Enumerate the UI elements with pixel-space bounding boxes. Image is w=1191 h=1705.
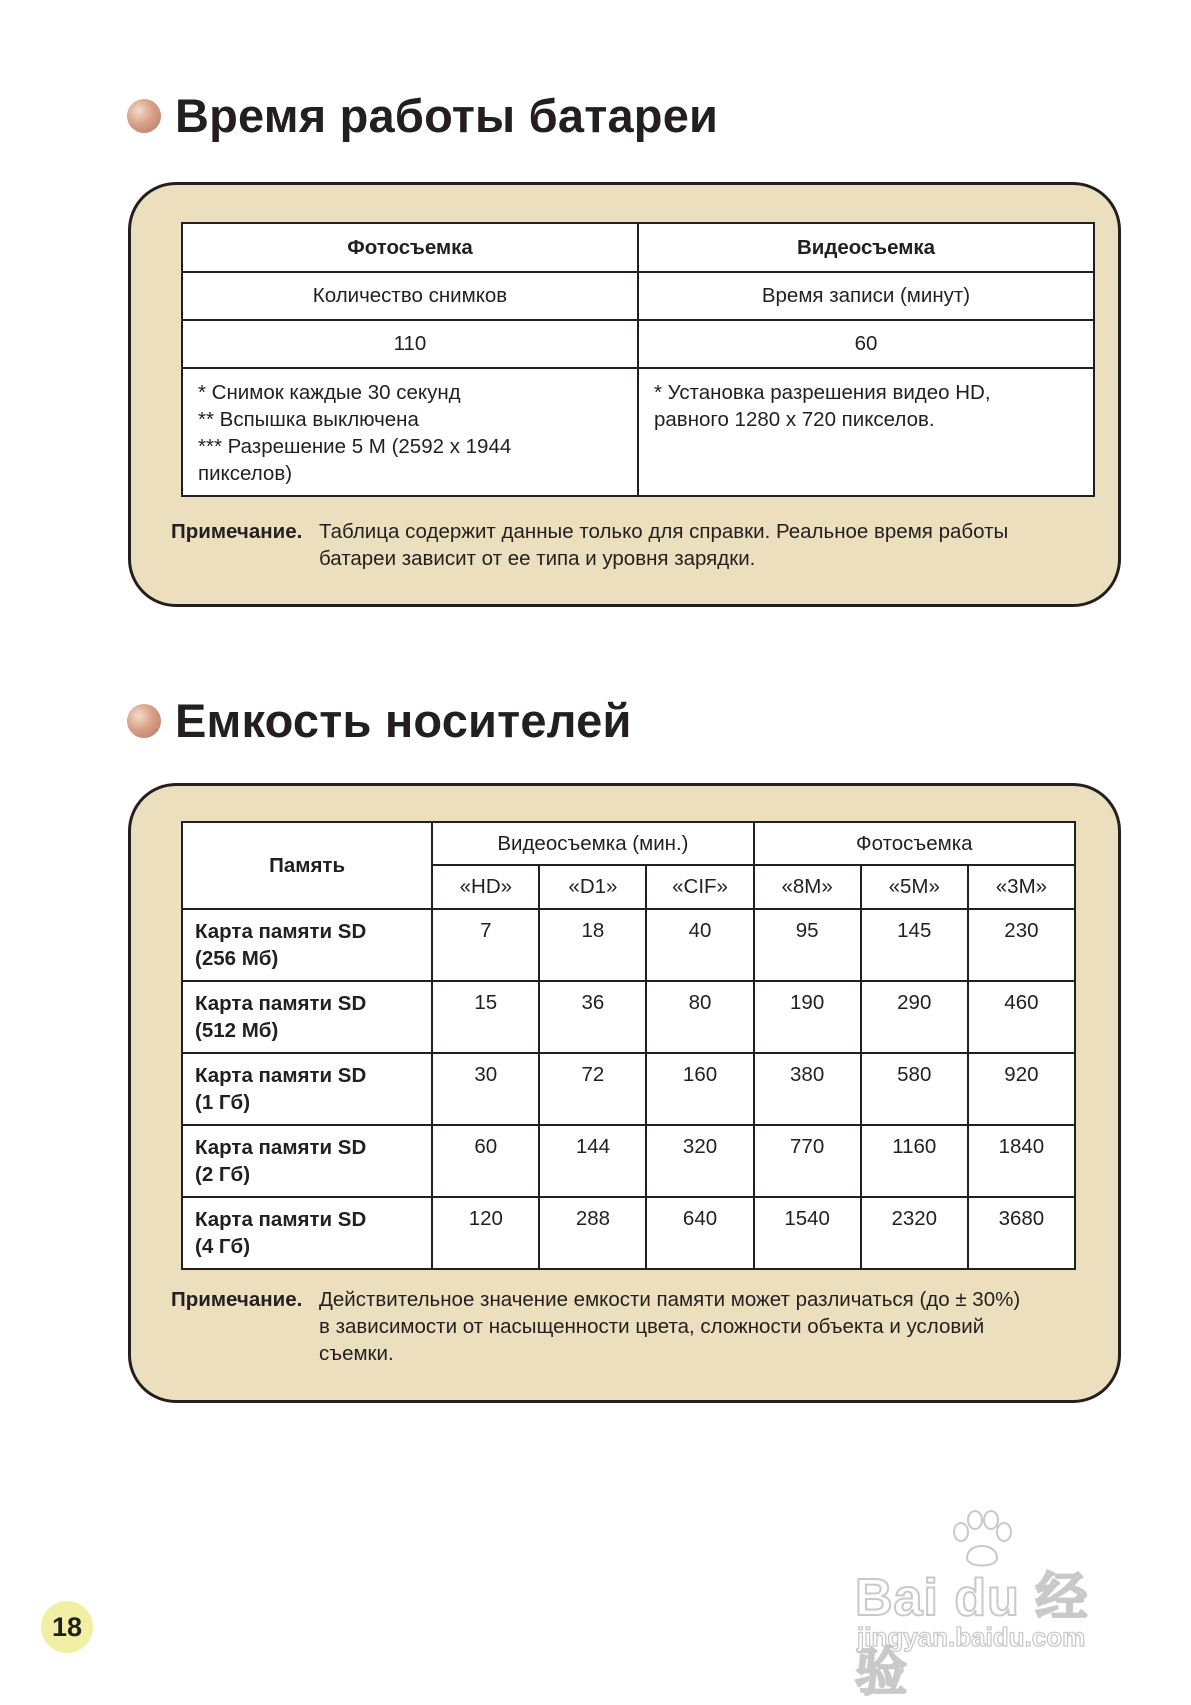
remark-line: съемки.	[319, 1342, 394, 1365]
video-note-line: равного 1280 x 720 пикселов.	[654, 408, 935, 431]
row-label	[182, 1197, 432, 1269]
table-cell: 145	[861, 909, 968, 981]
capacity-table	[181, 821, 1076, 1270]
table-row	[182, 1197, 1075, 1269]
remark-line: батареи зависит от ее типа и уровня зарядки.	[319, 547, 756, 570]
photo-note-line: ** Вспышка выключена	[198, 408, 419, 431]
table-cell: 288	[539, 1197, 646, 1269]
table-cell: 230	[968, 909, 1075, 981]
column-header: «D1»	[539, 865, 646, 909]
table-cell: 460	[968, 981, 1075, 1053]
table-cell: 190	[754, 981, 861, 1053]
video-subheader: Время записи (минут)	[638, 272, 1094, 320]
video-group-header: Видеосъемка (мин.)	[432, 822, 753, 865]
video-notes	[638, 368, 1094, 496]
photo-note-line: * Снимок каждые 30 секунд	[198, 381, 461, 404]
table-cell: 920	[968, 1053, 1075, 1125]
remark-body	[319, 1286, 1020, 1367]
table-cell: 120	[432, 1197, 539, 1269]
capacity-title: Емкость носителей	[175, 694, 632, 747]
table-row	[182, 909, 1075, 981]
table-cell: 7	[432, 909, 539, 981]
table-cell: 320	[646, 1125, 753, 1197]
row-label-line: (1 Гб)	[195, 1091, 251, 1114]
table-cell: 1840	[968, 1125, 1075, 1197]
battery-table	[181, 222, 1095, 497]
battery-heading	[127, 88, 718, 143]
table-cell: 1540	[754, 1197, 861, 1269]
watermark-url: jingyan.baidu.com	[857, 1622, 1086, 1652]
column-header: «8M»	[754, 865, 861, 909]
row-label-line: Карта памяти SD	[195, 992, 367, 1015]
table-cell: 770	[754, 1125, 861, 1197]
remark-label: Примечание.	[171, 520, 303, 543]
table-cell: 290	[861, 981, 968, 1053]
memory-header: Память	[182, 822, 432, 909]
row-label-line: (256 Мб)	[195, 947, 279, 970]
table-cell: 80	[646, 981, 753, 1053]
table-cell: 144	[539, 1125, 646, 1197]
row-label-line: Карта памяти SD	[195, 1208, 367, 1231]
table-cell: 640	[646, 1197, 753, 1269]
battery-title: Время работы батареи	[175, 89, 719, 142]
row-label-line: (512 Мб)	[195, 1019, 279, 1042]
battery-panel	[128, 182, 1121, 607]
video-note-line: * Установка разрешения видео HD,	[654, 381, 991, 404]
table-cell: 3680	[968, 1197, 1075, 1269]
table-cell: 72	[539, 1053, 646, 1125]
table-cell: 1160	[861, 1125, 968, 1197]
column-header: «5M»	[861, 865, 968, 909]
photo-note-line: пикселов)	[198, 462, 293, 485]
capacity-remark	[171, 1286, 1101, 1371]
column-header: «3M»	[968, 865, 1075, 909]
table-cell: 40	[646, 909, 753, 981]
bullet-icon	[127, 99, 161, 133]
photo-value: 110	[182, 320, 638, 368]
row-label	[182, 1125, 432, 1197]
table-cell: 30	[432, 1053, 539, 1125]
remark-body	[319, 518, 1008, 572]
row-label-line: (4 Гб)	[195, 1235, 251, 1258]
remark-line: в зависимости от насыщенности цвета, сложности объекта и условий	[319, 1315, 985, 1338]
table-row	[182, 1053, 1075, 1125]
bullet-icon	[127, 704, 161, 738]
table-cell: 18	[539, 909, 646, 981]
row-label	[182, 909, 432, 981]
photo-note-line: *** Разрешение 5 М (2592 x 1944	[198, 435, 512, 458]
row-label-line: (2 Гб)	[195, 1163, 251, 1186]
table-row	[182, 1125, 1075, 1197]
column-header: «HD»	[432, 865, 539, 909]
video-header: Видеосъемка	[638, 223, 1094, 272]
capacity-heading	[127, 693, 632, 748]
table-cell: 15	[432, 981, 539, 1053]
table-cell: 580	[861, 1053, 968, 1125]
video-value: 60	[638, 320, 1094, 368]
remark-line: Действительное значение емкости памяти может различаться (до ± 30%)	[319, 1288, 1021, 1311]
watermark-brand: Bai du 经验	[855, 1569, 1089, 1702]
row-label	[182, 981, 432, 1053]
table-cell: 2320	[861, 1197, 968, 1269]
table-cell: 60	[432, 1125, 539, 1197]
row-label-line: Карта памяти SD	[195, 1064, 367, 1087]
remark-line: Таблица содержит данные только для справки. Реальное время работы	[319, 520, 1009, 543]
column-header: «CIF»	[646, 865, 753, 909]
row-label	[182, 1053, 432, 1125]
remark-label: Примечание.	[171, 1288, 303, 1311]
photo-notes	[182, 368, 638, 496]
table-cell: 36	[539, 981, 646, 1053]
row-label-line: Карта памяти SD	[195, 920, 367, 943]
table-cell: 95	[754, 909, 861, 981]
page-number: 18	[41, 1601, 93, 1653]
photo-header: Фотосъемка	[182, 223, 638, 272]
capacity-panel	[128, 783, 1121, 1403]
row-label-line: Карта памяти SD	[195, 1136, 367, 1159]
baidu-watermark	[855, 1510, 1135, 1702]
photo-subheader: Количество снимков	[182, 272, 638, 320]
table-row	[182, 981, 1075, 1053]
table-cell: 160	[646, 1053, 753, 1125]
battery-remark	[171, 518, 1091, 578]
table-cell: 380	[754, 1053, 861, 1125]
photo-group-header: Фотосъемка	[754, 822, 1075, 865]
